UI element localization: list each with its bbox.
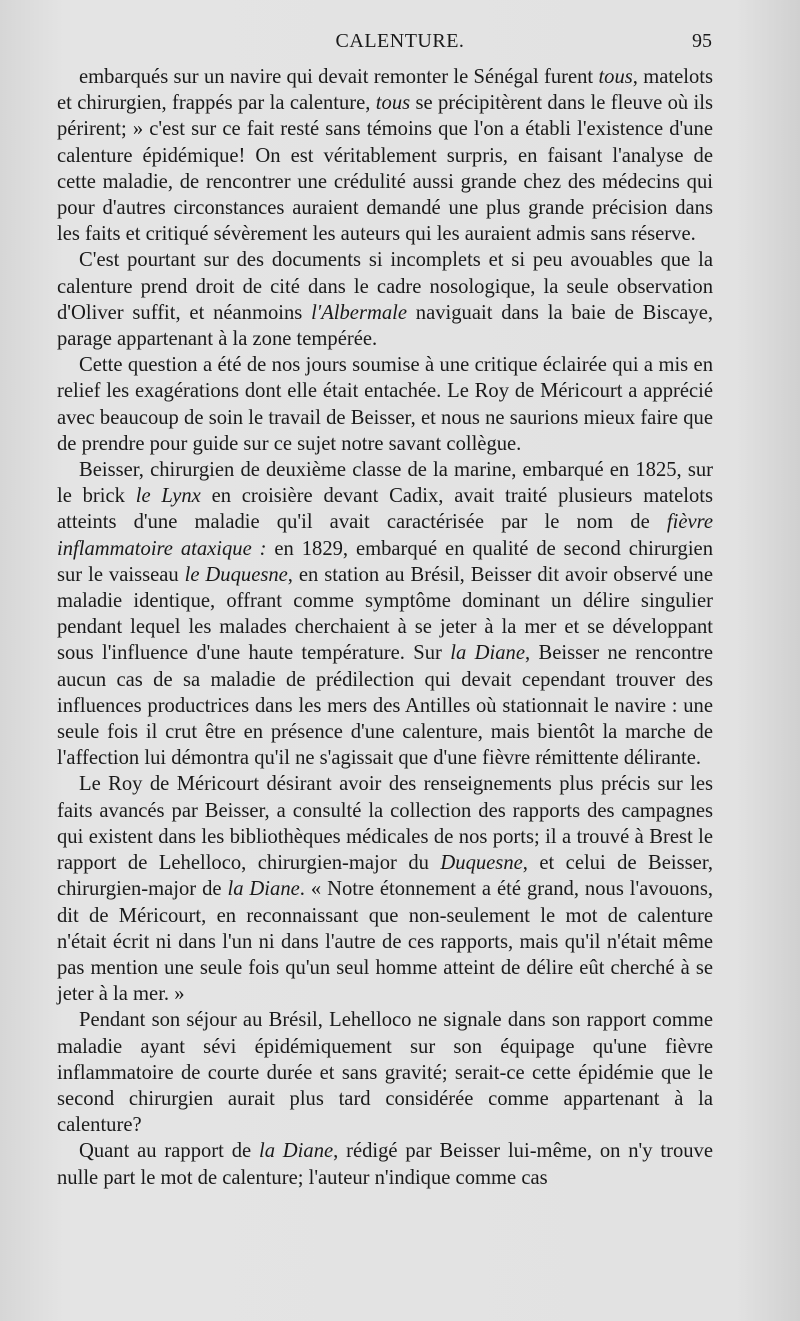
italic-run: tous	[598, 66, 633, 88]
paragraph-6	[57, 1007, 713, 1138]
running-title: CALENTURE.	[335, 30, 465, 52]
text-run: . « Notre étonnement a été grand, nous l'avouons, dit de Méricourt, en reconnaissant que non-seulement le mot de calenture n'était écrit ni dans l'un ni dans l'autre de ces rapports, mais qu'il n'était même pas mention une seule fois qu'un seul homme atteint de délire eût cherché à se jeter à la mer. »	[57, 878, 713, 1006]
italic-run: la Diane	[258, 1140, 334, 1163]
italic-run: fièvre inflammatoire ataxique :	[57, 511, 713, 560]
text-run: , Beisser ne rencontre aucun cas de sa maladie de prédilection qui devait cependant trouver des influences productrices dans les mers des Antilles où stationnait le navire : une seule fois il crut être en présence d'une calenture, mais bientôt la marche de l'affection lui démontra qu'il ne s'agissait que d'une fièvre rémittente délirante.	[57, 642, 714, 770]
body-text	[57, 64, 713, 1191]
text-run: embarqués sur un navire qui devait remonter le Sénégal furent	[79, 66, 599, 88]
paragraph-7	[57, 1138, 713, 1190]
paragraph-5	[57, 771, 713, 1007]
running-head	[0, 30, 800, 60]
paragraph-3	[57, 352, 713, 457]
text-run: naviguait dans la baie de Biscaye, parage appartenant à la zone tempérée.	[57, 301, 713, 351]
italic-run: la Diane	[227, 878, 300, 901]
text-run: C'est pourtant sur des documents si incomplets et si peu avouables que la calenture prend droit de cité dans le cadre nosologique, la seule observation d'Oliver suffit, et néanmoins	[57, 249, 713, 324]
text-run: Pendant son séjour au Brésil, Lehelloco ne signale dans son rapport comme maladie ayant sévi épidémiquement sur son équipage qu'une fièvre inflammatoire de courte durée et sans gravité; serait-ce cette épidémie que le second chirurgien aurait plus tard considérée comme appartenant à la calenture?	[57, 1009, 713, 1137]
italic-run: Duquesne	[440, 852, 523, 875]
text-run: en croisière devant Cadix, avait traité plusieurs matelots atteints d'une maladie qu'il avait caractérisée par le nom de	[57, 485, 713, 534]
italic-run: tous	[375, 92, 411, 115]
italic-run: le Lynx	[135, 485, 201, 508]
text-run: Beisser, chirurgien de deuxième classe de la marine, embarqué en 1825, sur le brick	[57, 459, 713, 508]
page-number: 95	[692, 30, 712, 52]
text-run: Quant au rapport de	[79, 1140, 259, 1163]
paragraph-2	[57, 247, 713, 352]
italic-run: le Duquesne	[184, 563, 288, 586]
text-run: , et celui de Beisser, chirurgien-major de	[57, 852, 713, 901]
italic-run: la Diane	[450, 642, 525, 665]
text-run: Le Roy de Méricourt désirant avoir des renseignements plus précis sur les faits avancés par Beisser, a consulté la collection des rapports des campagnes qui existent dans les bibliothèques médicales de nos ports; il a trouvé à Brest le rapport de Lehelloco, chirurgien-major du	[57, 773, 713, 875]
paragraph-4	[57, 457, 713, 771]
text-run: se précipitèrent dans le fleuve où ils périrent; » c'est sur ce fait resté sans témoins que l'on a établi l'existence d'une calenture épidémique! On est véritablement surpris, en faisant l'analyse de cette maladie, de rencontrer une crédulité aussi grande chez des médecins qui pour d'autres circonstances auraient demandé une plus grande précision dans les faits et critiqué sévèrement les auteurs qui les auraient admis sans réserve.	[57, 92, 713, 246]
text-run: , matelots et chirurgien, frappés par la calenture,	[57, 66, 714, 115]
text-run: en 1829, embarqué en qualité de second chirurgien sur le vaisseau	[57, 537, 713, 586]
italic-run: l'Albermale	[311, 301, 407, 324]
text-run: Cette question a été de nos jours soumise à une critique éclairée qui a mis en relief les exagérations dont elle était entachée. Le Roy de Méricourt a apprécié avec beaucoup de soin le travail de Beisser, et nous ne saurions mieux faire que de prendre pour guide sur ce sujet notre savant collègue.	[57, 354, 713, 455]
text-run: , en station au Brésil, Beisser dit avoir observé une maladie identique, offrant comme symptôme dominant un délire singulier pendant lequel les malades cherchaient à se jeter à la mer et se développant sous l'influence d'une haute température. Sur	[57, 563, 713, 665]
paragraph-1	[57, 64, 713, 247]
text-run: , rédigé par Beisser lui-même, on n'y trouve nulle part le mot de calenture; l'auteur n'indique comme cas	[57, 1140, 713, 1189]
